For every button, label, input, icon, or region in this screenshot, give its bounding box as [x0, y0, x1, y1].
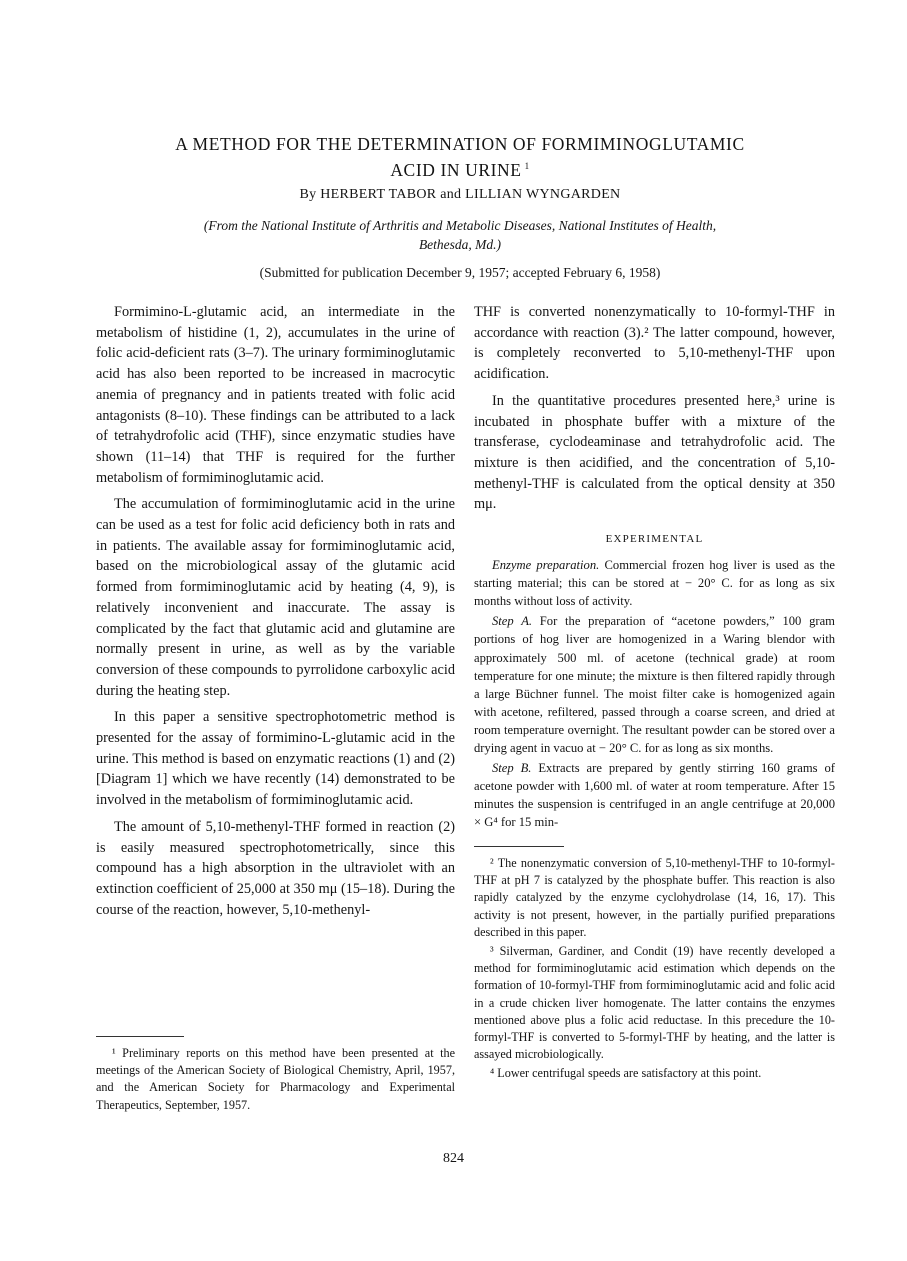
footnote-rule-left [96, 1036, 184, 1037]
footnote: ³ Silverman, Gardiner, and Condit (19) have recently developed a method for formiminoglutamic acid estimation which depends on the formation of 10-formyl-THF from formiminoglutamic acid and folic acid in a crude chicken liver homogenate. The latter contains the enzymes mentioned above plus a folic acid reductase. In this precedure the 10-formyl-THF is converted to 5-formyl-THF by heating, and the latter is assayed microbiologically. [474, 944, 835, 1062]
affiliation-line-1: (From the National Institute of Arthritis and Metabolic Diseases, National Institutes of Health, [203, 218, 717, 233]
experimental-paragraph: Step A. For the preparation of “acetone powders,” 100 gram portions of hog liver are homogenized in a Waring blendor with approximately 500 ml. of acetone (technical grade) at room temperature for one minute; the mixture is then filtered rapidly through a large Büchner funnel. The moist filter cake is homogenized again with acetone, refiltered, passed through a coarse screen, and dried at room temperature overnight. The resultant powder can be stored over a drying agent in vacuo at − 20° C. for as long as six months. [474, 614, 835, 755]
body-paragraph: In this paper a sensitive spectrophotometric method is presented for the assay of formimino-L-glutamic acid in the urine. This method is based on enzymatic reactions (1) and (2) [Diagram 1] which we have recently (14) demonstrated to be involved in the metabolism of formiminoglutamic acid. [96, 709, 455, 809]
footnote-rule-right [474, 846, 564, 847]
title-line-2: ACID IN URINE [390, 159, 522, 180]
affiliation [130, 216, 790, 254]
footnote: ² The nonenzymatic conversion of 5,10-methenyl-THF to 10-formyl-THF at pH 7 is catalyzed by the phosphate buffer. This reaction is also rapidly catalyzed by the enzyme cyclohydrolase (14, 16, 17). This activity is not present, however, in the partially purified preparations described in this paper. [474, 856, 835, 939]
body-paragraph: In the quantitative procedures presented here,³ urine is incubated in phosphate buffer with a mixture of the transferase, cyclodeaminase and tetrahydrofolic acid. The mixture is then acidified, and the concentration of 5,10-methenyl-THF is calculated from the optical density at 350 mμ. [474, 392, 835, 513]
experimental-paragraph: Enzyme preparation. Commercial frozen hog liver is used as the starting material; this can be stored at − 20° C. for as long as six months without loss of activity. [474, 558, 835, 609]
body-paragraph: The amount of 5,10-methenyl-THF formed in reaction (2) is easily measured spectrophotometrically, since this compound has a high absorption in the ultraviolet with an extinction coefficient of 25,000 at 350 mμ (15–18). During the course of the reaction, however, 5,10-methenyl- [96, 818, 455, 918]
right-footnotes [474, 855, 835, 1085]
paragraph-lead: Enzyme preparation. [492, 558, 600, 573]
title-line-1: A METHOD FOR THE DETERMINATION OF FORMIMINOGLUTAMIC [175, 134, 745, 154]
left-column [96, 302, 455, 926]
affiliation-line-2: Bethesda, Md.) [418, 237, 502, 252]
submission-dates: (Submitted for publication December 9, 1957; accepted February 6, 1958) [259, 265, 661, 280]
left-footnotes [96, 1045, 455, 1116]
body-paragraph: The accumulation of formiminoglutamic acid in the urine can be used as a test for folic acid deficiency both in rats and in patients. The available assay for formiminoglutamic acid, based on the microbiological assay of the glutamic acid formed from formiminoglutamic acid by heating (4, 9), is relatively inconvenient and inaccurate. The assay is complicated by the fact that glutamic acid and glutamine are normally present in urine, as well as by the variable conversion of these compounds to pyrrolidone carboxylic acid during the heating step. [96, 496, 455, 699]
right-column [474, 302, 835, 833]
body-paragraph: THF is converted nonenzymatically to 10-formyl-THF in accordance with reaction (3).² The latter compound, however, is completely reconverted to 5,10-methenyl-THF upon acidification. [474, 304, 835, 383]
title-footnote-mark: 1 [524, 161, 530, 171]
page-number: 824 [443, 1151, 464, 1166]
authors: By HERBERT TABOR and LILLIAN WYNGARDEN [299, 187, 621, 202]
footnote: ⁴ Lower centrifugal speeds are satisfactory at this point. [490, 1066, 762, 1081]
section-heading: EXPERIMENTAL [605, 533, 704, 546]
paragraph-lead: Step A. [492, 614, 533, 629]
body-paragraph: Formimino-L-glutamic acid, an intermediate in the metabolism of histidine (1, 2), accumulates in the urine of folic acid-deficient rats (3–7). The urinary formiminoglutamic acid has also been reported to be increased in macrocytic anemia of pregnancy and in patients treated with folic acid antagonists (8–10). These findings can be attributed to a lack of tetrahydrofolic acid (THF), since enzymatic studies have shown (11–14) that THF is required for the further metabolism of formiminoglutamic acid. [96, 304, 455, 486]
footnote: ¹ Preliminary reports on this method have been presented at the meetings of the American Society of Biological Chemistry, April, 1957, and the American Society for Pharmacology and Experimental Therapeutics, September, 1957. [96, 1046, 455, 1112]
article-title [100, 133, 820, 181]
paragraph-lead: Step B. [492, 761, 532, 776]
experimental-paragraph: Step B. Extracts are prepared by gently stirring 160 grams of acetone powder with 1,600 ml. of water at room temperature. After 15 minutes the suspension is centrifuged in an angle centrifuge at 20,000 × G⁴ for 15 min- [474, 761, 835, 830]
